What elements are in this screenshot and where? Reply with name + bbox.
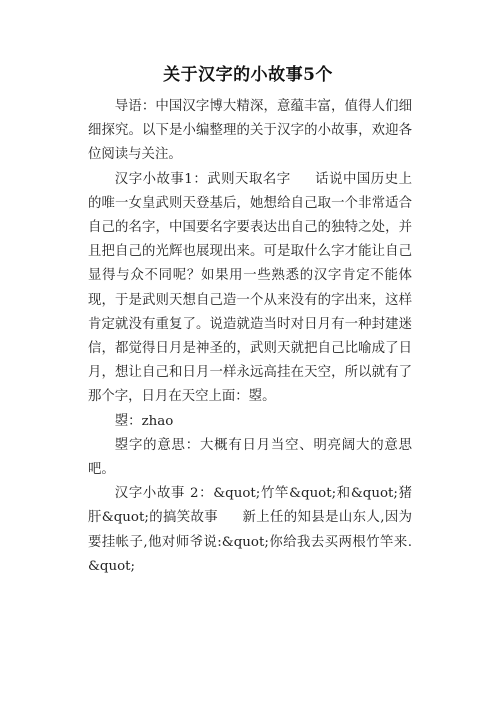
document-title: 关于汉字的小故事5个: [163, 65, 333, 85]
character-pronunciation: 曌：zhao: [114, 413, 174, 429]
intro-paragraph: 导语：中国汉字博大精深，意蕴丰富，值得人们细细探究。以下是小编整理的关于汉字的小故事，欢迎各位阅读与关注。: [88, 99, 412, 163]
story-1-paragraph: [88, 168, 412, 410]
story-1-text: 话说中国历史上的唯一女皇武则天登基后，她想给自己取一个非常适合自己的名字，中国要名字要表达出自己的独特之处，并且把自己的光辉也展现出来。可是取什么字才能让自己显得与众不同呢？如果用一些熟悉的汉字肯定不能体现，于是武则天想自己造一个从来没有的字出来，这样肯定就没有重复了。说造就造当时对日月有一种封建迷信，都觉得日月是神圣的，武则天就把自己比喻成了日月，想让自己和日月一样永远高挂在天空，所以就有了那个字，日月在天空上面：曌。: [88, 171, 412, 405]
story-2-text: 新上任的知县是山东人,因为要挂帐子,他对师爷说:&quot;你给我去买两根竹竿来.&quot;: [88, 510, 412, 574]
story-1-heading: 汉字小故事1：武则天取名字: [114, 171, 291, 187]
document-body: [88, 95, 412, 579]
character-meaning: 曌字的意思：大概有日月当空、明亮阔大的意思吧。: [88, 437, 412, 478]
story-2-paragraph: [88, 482, 412, 579]
story-2-heading: 汉字小故事 2：&quot;竹竿&quot;和&quot;猪肝&quot;的搞笑故事: [88, 486, 412, 526]
